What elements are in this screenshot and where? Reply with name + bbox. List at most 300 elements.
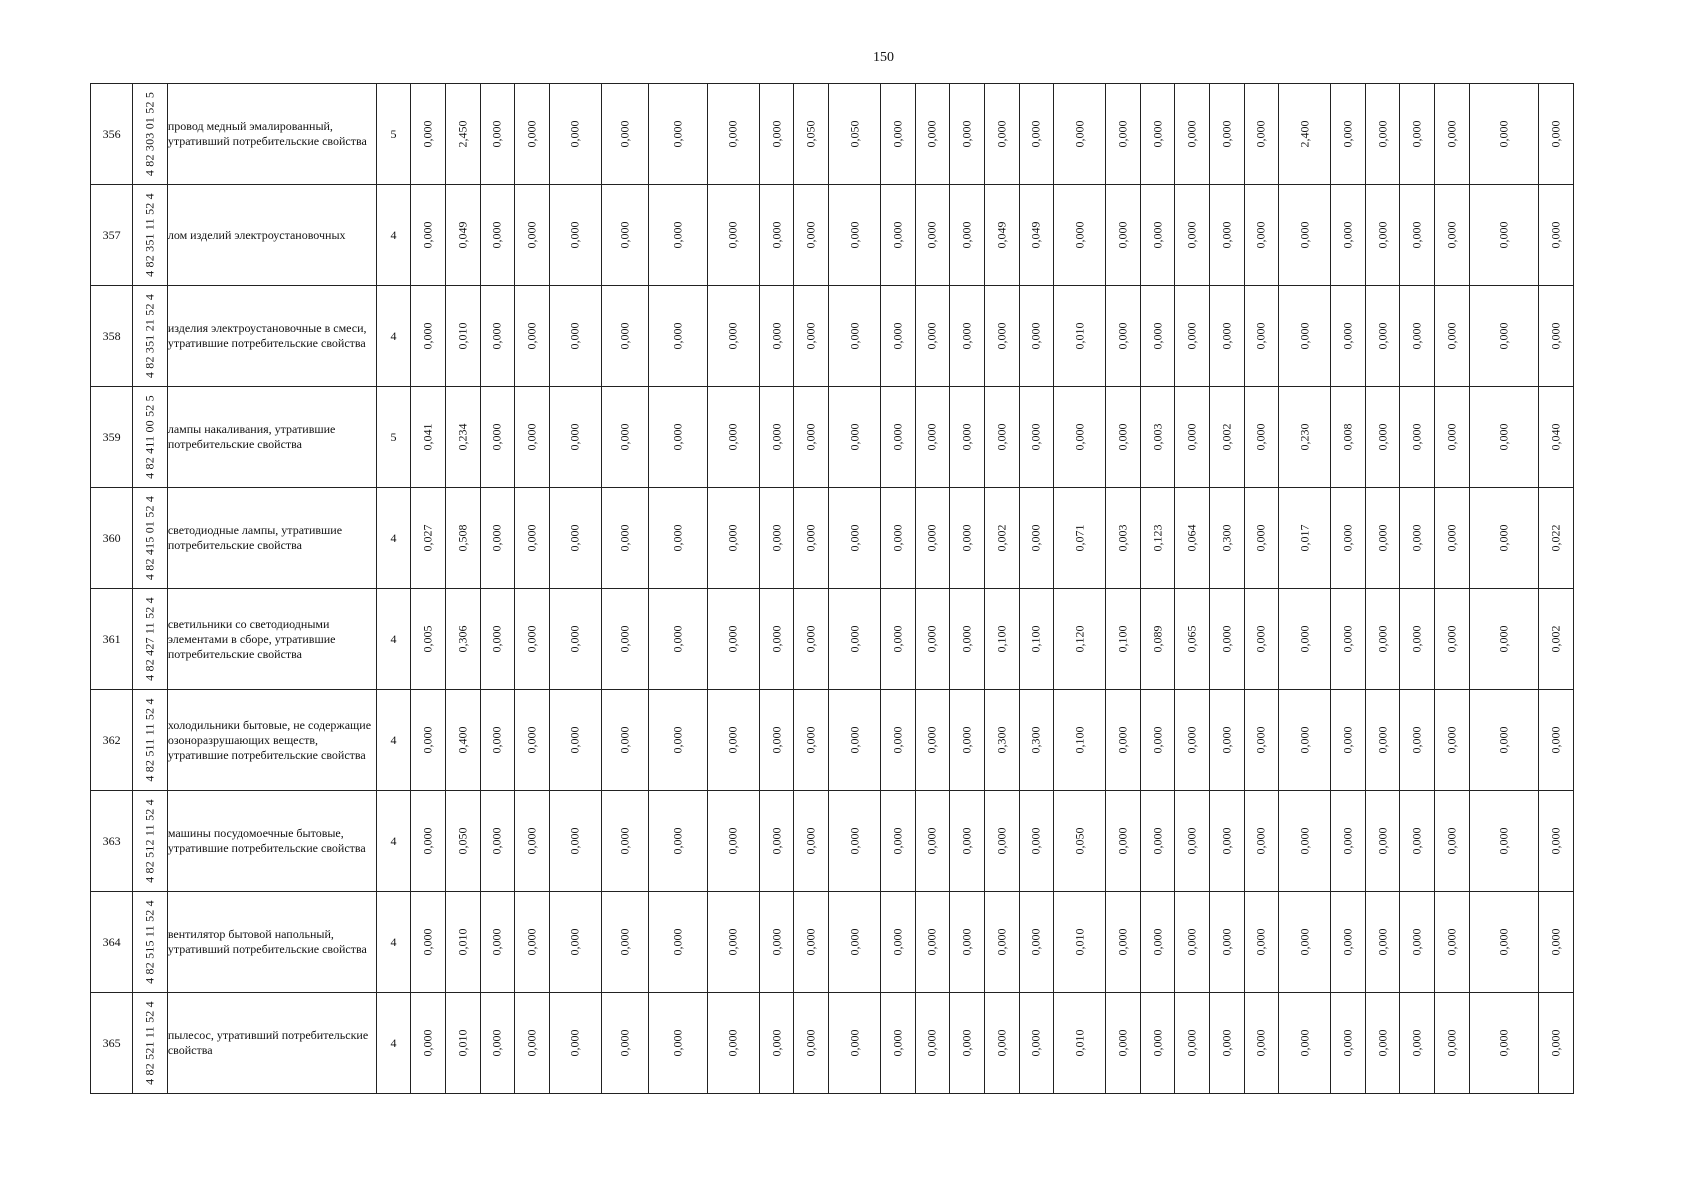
value-cell [1400, 690, 1435, 791]
value-cell [1140, 185, 1175, 286]
value-text: 0,000 [567, 221, 582, 249]
value-text: 0,000 [847, 928, 862, 956]
value-text: 0,000 [1297, 1029, 1312, 1057]
value-text: 0,000 [1409, 625, 1424, 653]
value-cell [794, 387, 829, 488]
value-cell [950, 185, 985, 286]
waste-name: машины посудомоечные бытовые, утратившие потребительские свойства [167, 791, 376, 892]
value-cell [445, 892, 480, 993]
value-cell [1365, 387, 1400, 488]
value-cell [1175, 589, 1210, 690]
value-text: 0,000 [769, 827, 784, 855]
value-text: 0,000 [617, 928, 632, 956]
value-cell [1106, 488, 1141, 589]
value-text: 0,000 [769, 928, 784, 956]
value-cell [707, 387, 759, 488]
value-text: 0,000 [1072, 221, 1087, 249]
value-cell [707, 690, 759, 791]
hazard-class: 4 [376, 892, 411, 993]
value-text: 0,000 [1150, 120, 1165, 148]
value-cell [1175, 993, 1210, 1094]
value-cell [707, 589, 759, 690]
value-text: 0,017 [1297, 524, 1312, 552]
value-cell [1054, 488, 1106, 589]
value-text: 0,000 [1184, 120, 1199, 148]
value-text: 0,000 [924, 322, 939, 350]
value-cell [1244, 791, 1279, 892]
value-cell [1538, 791, 1573, 892]
value-cell [445, 488, 480, 589]
value-text: 0,000 [670, 423, 685, 451]
value-text: 0,000 [994, 928, 1009, 956]
hazard-class: 4 [376, 993, 411, 1094]
value-cell [549, 286, 601, 387]
value-cell [950, 690, 985, 791]
value-text: 0,000 [489, 1029, 504, 1057]
value-text: 0,000 [1496, 423, 1511, 451]
value-cell [549, 387, 601, 488]
value-cell [1279, 892, 1331, 993]
value-text: 0,000 [1297, 827, 1312, 855]
value-cell [1400, 84, 1435, 185]
value-text: 0,000 [489, 827, 504, 855]
value-text: 0,000 [420, 827, 435, 855]
value-cell [881, 892, 916, 993]
value-cell [915, 690, 950, 791]
waste-code: 4 82 512 11 52 4 [142, 799, 157, 883]
value-text: 0,000 [489, 928, 504, 956]
value-cell [1106, 791, 1141, 892]
value-cell [1331, 892, 1366, 993]
value-cell [1365, 892, 1400, 993]
value-cell [1331, 690, 1366, 791]
value-cell [1331, 387, 1366, 488]
value-cell [829, 791, 881, 892]
value-text: 0,000 [1219, 221, 1234, 249]
value-cell [1538, 387, 1573, 488]
value-cell [915, 286, 950, 387]
value-text: 0,000 [1028, 1029, 1043, 1057]
value-text: 0,000 [489, 423, 504, 451]
value-cell [649, 185, 707, 286]
value-text: 0,000 [617, 625, 632, 653]
value-text: 0,000 [1409, 928, 1424, 956]
value-text: 0,000 [1409, 423, 1424, 451]
value-text: 0,002 [1219, 423, 1234, 451]
value-cell [915, 185, 950, 286]
table-row [91, 286, 1574, 387]
value-text: 0,000 [959, 120, 974, 148]
value-text: 0,000 [567, 625, 582, 653]
value-text: 0,000 [847, 423, 862, 451]
value-cell [1210, 84, 1245, 185]
value-cell [549, 84, 601, 185]
value-cell [1019, 690, 1054, 791]
row-number: 361 [91, 589, 133, 690]
value-cell [1106, 993, 1141, 1094]
value-cell [1469, 892, 1538, 993]
value-text: 0,000 [420, 1029, 435, 1057]
value-text: 0,000 [420, 928, 435, 956]
hazard-class: 5 [376, 84, 411, 185]
value-text: 0,000 [1184, 726, 1199, 754]
value-cell [411, 286, 446, 387]
waste-name: изделия электроустановочные в смеси, утратившие потребительские свойства [167, 286, 376, 387]
value-cell [480, 286, 515, 387]
value-text: 0,000 [1253, 625, 1268, 653]
value-text: 0,000 [489, 322, 504, 350]
value-cell [1365, 690, 1400, 791]
value-cell [649, 892, 707, 993]
value-cell [1140, 589, 1175, 690]
value-text: 0,010 [1072, 1029, 1087, 1057]
value-text: 0,000 [769, 423, 784, 451]
value-cell [1054, 993, 1106, 1094]
value-cell [1435, 286, 1470, 387]
value-cell [881, 84, 916, 185]
value-text: 0,010 [455, 1029, 470, 1057]
value-text: 0,000 [670, 1029, 685, 1057]
value-cell [829, 387, 881, 488]
value-cell [794, 286, 829, 387]
value-cell [1140, 791, 1175, 892]
value-text: 0,050 [1072, 827, 1087, 855]
value-text: 0,089 [1150, 625, 1165, 653]
value-cell [1469, 387, 1538, 488]
value-text: 0,000 [1297, 625, 1312, 653]
value-cell [829, 488, 881, 589]
table-row [91, 791, 1574, 892]
value-text: 0,041 [420, 423, 435, 451]
value-cell [1365, 993, 1400, 1094]
value-text: 0,000 [1409, 524, 1424, 552]
value-text: 0,300 [994, 726, 1009, 754]
value-cell [1140, 286, 1175, 387]
value-text: 0,027 [420, 524, 435, 552]
value-text: 0,000 [1253, 928, 1268, 956]
value-cell [794, 185, 829, 286]
value-text: 0,000 [1496, 726, 1511, 754]
value-cell [1019, 185, 1054, 286]
value-text: 0,050 [455, 827, 470, 855]
value-text: 0,100 [994, 625, 1009, 653]
value-cell [1400, 791, 1435, 892]
value-text: 0,000 [670, 827, 685, 855]
value-cell [1435, 589, 1470, 690]
value-text: 0,000 [769, 322, 784, 350]
value-cell [411, 488, 446, 589]
value-cell [1019, 892, 1054, 993]
value-text: 0,000 [524, 625, 539, 653]
value-text: 0,000 [924, 423, 939, 451]
value-cell [1469, 589, 1538, 690]
value-text: 0,000 [1340, 726, 1355, 754]
hazard-class: 4 [376, 690, 411, 791]
value-cell [1400, 185, 1435, 286]
row-number: 362 [91, 690, 133, 791]
value-cell [881, 185, 916, 286]
value-cell [549, 892, 601, 993]
value-cell [759, 791, 794, 892]
value-cell [549, 185, 601, 286]
value-text: 0,000 [670, 524, 685, 552]
value-text: 0,000 [617, 1029, 632, 1057]
hazard-class: 4 [376, 589, 411, 690]
table-row [91, 185, 1574, 286]
value-cell [1469, 488, 1538, 589]
value-text: 0,010 [455, 322, 470, 350]
value-cell [1365, 791, 1400, 892]
value-cell [411, 84, 446, 185]
value-text: 0,000 [1028, 322, 1043, 350]
value-text: 0,040 [1548, 423, 1563, 451]
value-cell [1400, 387, 1435, 488]
value-text: 0,000 [1297, 221, 1312, 249]
value-text: 0,000 [725, 827, 740, 855]
value-text: 0,000 [1548, 221, 1563, 249]
value-cell [984, 791, 1019, 892]
value-text: 0,000 [1072, 120, 1087, 148]
value-cell [649, 488, 707, 589]
value-cell [1106, 690, 1141, 791]
table-row [91, 84, 1574, 185]
value-text: 0,000 [1219, 928, 1234, 956]
table-row [91, 993, 1574, 1094]
value-cell [411, 892, 446, 993]
value-text: 0,000 [1028, 423, 1043, 451]
value-cell [480, 488, 515, 589]
value-text: 0,000 [1496, 322, 1511, 350]
waste-code-cell [133, 84, 168, 185]
value-cell [1469, 84, 1538, 185]
value-cell [1435, 488, 1470, 589]
value-text: 0,000 [1409, 120, 1424, 148]
value-text: 0,234 [455, 423, 470, 451]
value-text: 0,000 [1150, 1029, 1165, 1057]
value-text: 0,000 [1496, 928, 1511, 956]
value-text: 0,000 [1444, 625, 1459, 653]
value-cell [480, 589, 515, 690]
value-cell [984, 690, 1019, 791]
value-text: 0,000 [725, 928, 740, 956]
value-text: 0,000 [1409, 221, 1424, 249]
value-cell [1019, 286, 1054, 387]
value-text: 0,000 [567, 120, 582, 148]
value-text: 0,000 [1115, 928, 1130, 956]
value-cell [1400, 488, 1435, 589]
value-text: 0,000 [1409, 726, 1424, 754]
value-cell [1435, 690, 1470, 791]
value-cell [1210, 892, 1245, 993]
value-text: 0,230 [1297, 423, 1312, 451]
value-cell [881, 286, 916, 387]
value-cell [649, 690, 707, 791]
value-cell [881, 993, 916, 1094]
value-cell [515, 690, 550, 791]
value-cell [601, 387, 649, 488]
value-cell [1400, 286, 1435, 387]
value-text: 0,000 [847, 625, 862, 653]
value-cell [649, 286, 707, 387]
table-row [91, 892, 1574, 993]
value-cell [915, 791, 950, 892]
value-text: 0,000 [994, 322, 1009, 350]
value-cell [1210, 286, 1245, 387]
value-cell [881, 488, 916, 589]
value-text: 0,000 [803, 928, 818, 956]
value-cell [1244, 84, 1279, 185]
value-cell [794, 791, 829, 892]
value-cell [1140, 84, 1175, 185]
value-text: 0,050 [803, 120, 818, 148]
value-text: 0,000 [567, 928, 582, 956]
row-number: 356 [91, 84, 133, 185]
value-text: 0,000 [1184, 928, 1199, 956]
value-cell [1244, 387, 1279, 488]
value-text: 0,000 [1496, 120, 1511, 148]
value-cell [829, 993, 881, 1094]
value-cell [759, 690, 794, 791]
value-text: 0,000 [1028, 827, 1043, 855]
waste-code: 4 82 515 11 52 4 [142, 900, 157, 984]
value-text: 0,000 [489, 524, 504, 552]
value-cell [649, 589, 707, 690]
value-text: 0,000 [1444, 423, 1459, 451]
value-cell [1054, 892, 1106, 993]
value-cell [1210, 791, 1245, 892]
value-text: 0,000 [890, 726, 905, 754]
value-text: 0,000 [924, 928, 939, 956]
value-text: 0,003 [1150, 423, 1165, 451]
waste-name: вентилятор бытовой напольный, утративший потребительские свойства [167, 892, 376, 993]
value-cell [707, 791, 759, 892]
value-text: 0,000 [959, 726, 974, 754]
value-cell [1054, 185, 1106, 286]
waste-code: 4 82 303 01 52 5 [142, 91, 157, 177]
waste-name: пылесос, утративший потребительские свойства [167, 993, 376, 1094]
value-cell [515, 488, 550, 589]
value-text: 0,000 [1548, 322, 1563, 350]
value-cell [950, 488, 985, 589]
value-text: 0,000 [769, 625, 784, 653]
value-text: 0,000 [769, 1029, 784, 1057]
value-text: 0,000 [1184, 827, 1199, 855]
value-cell [549, 690, 601, 791]
value-cell [794, 488, 829, 589]
value-cell [1538, 185, 1573, 286]
value-cell [411, 589, 446, 690]
value-text: 0,000 [670, 322, 685, 350]
value-text: 0,000 [847, 524, 862, 552]
value-cell [480, 84, 515, 185]
value-cell [1210, 185, 1245, 286]
value-text: 0,000 [1496, 827, 1511, 855]
value-cell [1175, 387, 1210, 488]
value-text: 0,000 [617, 322, 632, 350]
value-text: 0,000 [1444, 1029, 1459, 1057]
value-cell [445, 185, 480, 286]
waste-code-cell [133, 488, 168, 589]
value-cell [759, 84, 794, 185]
value-text: 0,000 [1375, 726, 1390, 754]
value-text: 0,000 [567, 322, 582, 350]
value-text: 0,010 [1072, 322, 1087, 350]
page-number: 150 [873, 50, 894, 65]
value-text: 0,000 [1150, 322, 1165, 350]
value-cell [1365, 488, 1400, 589]
value-text: 0,065 [1184, 625, 1199, 653]
value-text: 0,000 [890, 827, 905, 855]
value-text: 0,022 [1548, 524, 1563, 552]
value-cell [1054, 286, 1106, 387]
value-cell [1400, 589, 1435, 690]
value-cell [601, 286, 649, 387]
value-cell [794, 892, 829, 993]
value-text: 0,000 [1184, 1029, 1199, 1057]
value-cell [1019, 993, 1054, 1094]
value-text: 0,000 [959, 221, 974, 249]
value-text: 0,000 [670, 120, 685, 148]
value-cell [1210, 690, 1245, 791]
value-text: 0,000 [420, 726, 435, 754]
value-text: 0,000 [617, 726, 632, 754]
value-cell [649, 387, 707, 488]
value-cell [1054, 387, 1106, 488]
value-text: 0,000 [890, 322, 905, 350]
value-text: 0,000 [1375, 120, 1390, 148]
value-cell [950, 589, 985, 690]
waste-code: 4 82 511 11 52 4 [142, 698, 157, 782]
value-cell [1244, 993, 1279, 1094]
value-text: 0,000 [1150, 726, 1165, 754]
value-text: 0,000 [847, 221, 862, 249]
value-cell [950, 892, 985, 993]
value-text: 0,000 [617, 221, 632, 249]
value-cell [411, 791, 446, 892]
value-text: 0,000 [1115, 221, 1130, 249]
value-text: 0,000 [725, 120, 740, 148]
value-text: 0,000 [725, 322, 740, 350]
value-cell [549, 488, 601, 589]
value-cell [1175, 488, 1210, 589]
value-text: 0,049 [994, 221, 1009, 249]
value-text: 0,000 [1444, 827, 1459, 855]
value-text: 0,000 [959, 423, 974, 451]
value-text: 0,000 [1219, 726, 1234, 754]
value-cell [984, 488, 1019, 589]
value-cell [1244, 286, 1279, 387]
value-text: 0,000 [1184, 322, 1199, 350]
value-cell [1175, 286, 1210, 387]
value-text: 0,300 [1219, 524, 1234, 552]
value-cell [1435, 387, 1470, 488]
waste-name: светодиодные лампы, утратившие потребительские свойства [167, 488, 376, 589]
value-text: 0,000 [420, 221, 435, 249]
value-cell [480, 993, 515, 1094]
value-cell [759, 993, 794, 1094]
value-text: 0,000 [1548, 726, 1563, 754]
value-text: 0,000 [670, 221, 685, 249]
value-cell [829, 589, 881, 690]
value-cell [411, 387, 446, 488]
value-text: 0,000 [890, 120, 905, 148]
value-text: 0,000 [1496, 524, 1511, 552]
value-cell [950, 791, 985, 892]
value-cell [601, 84, 649, 185]
value-text: 0,000 [524, 726, 539, 754]
value-cell [707, 892, 759, 993]
value-text: 0,000 [1028, 524, 1043, 552]
